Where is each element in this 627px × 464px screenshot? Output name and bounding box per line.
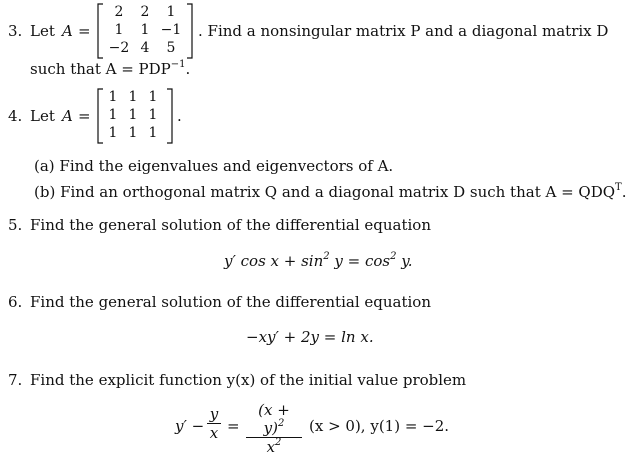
problem-3-right-bracket xyxy=(186,3,194,59)
matrix-cell: 1 xyxy=(148,125,158,141)
matrix-cell: 1 xyxy=(128,89,138,105)
problem-4-end: . xyxy=(177,107,182,125)
matrix-cell: 1 xyxy=(108,89,118,105)
problem-3-var-a: A xyxy=(62,22,73,40)
problem-7-number: 7. xyxy=(8,371,23,389)
matrix-cell: 1 xyxy=(114,22,124,38)
problem-3-such-that-text: such that A = PDP xyxy=(30,60,171,78)
problem-4-part-a: (a) Find the eigenvalues and eigenvectors of A. xyxy=(34,157,394,175)
problem-6-text: Find the general solution of the differential equation xyxy=(30,293,431,311)
matrix-cell: 5 xyxy=(166,40,176,56)
problem-3-end: . xyxy=(185,60,191,78)
problem-4-part-b-sup: T xyxy=(615,182,622,193)
problem-4-right-bracket xyxy=(166,88,174,144)
problem-7-fraction-1 xyxy=(207,405,221,442)
matrix-cell: 2 xyxy=(140,4,150,20)
problem-3-equals: = xyxy=(78,22,91,40)
problem-4-let: Let xyxy=(30,107,55,125)
problem-5-text: Find the general solution of the differential equation xyxy=(30,216,431,234)
matrix-cell: 1 xyxy=(148,89,158,105)
matrix-cell: 4 xyxy=(140,40,150,56)
problem-4-number: 4. xyxy=(8,107,23,125)
problem-6-equation: −xy′ + 2y = ln x. xyxy=(246,328,374,346)
problem-4-part-b-text: (b) Find an orthogonal matrix Q and a diagonal matrix D such that A = QDQ xyxy=(34,183,616,201)
fraction-denominator xyxy=(246,437,302,456)
eq-part: y′ cos x + sin xyxy=(224,252,324,270)
problem-7-equals: = xyxy=(227,417,240,435)
eq-part: y = cos xyxy=(329,252,391,270)
num-text: (x + y) xyxy=(258,401,290,437)
problem-7-text: Find the explicit function y(x) of the initial value problem xyxy=(30,371,467,389)
matrix-cell: 2 xyxy=(114,4,124,20)
matrix-cell: −1 xyxy=(160,22,182,38)
problem-4-var-a: A xyxy=(62,107,73,125)
problem-3-sup: −1 xyxy=(170,59,186,70)
matrix-cell: 1 xyxy=(148,107,158,123)
problem-3-number: 3. xyxy=(8,22,23,40)
matrix-cell: 1 xyxy=(108,107,118,123)
problem-7-lhs: y′ − xyxy=(175,417,205,435)
problem-3-text: . Find a nonsingular matrix P and a diagonal matrix D xyxy=(198,22,609,40)
problem-3-matrix xyxy=(102,4,192,58)
num-sup: 2 xyxy=(277,418,285,429)
matrix-cell: 1 xyxy=(128,107,138,123)
den-text: x xyxy=(266,438,276,456)
eq-sup: 2 xyxy=(323,251,330,262)
problem-5-number: 5. xyxy=(8,216,23,234)
matrix-cell: 1 xyxy=(128,125,138,141)
fraction-numerator xyxy=(246,401,302,437)
problem-4-equals: = xyxy=(78,107,91,125)
matrix-cell: 1 xyxy=(140,22,150,38)
matrix-cell: 1 xyxy=(108,125,118,141)
problem-3-such-that xyxy=(30,60,190,78)
problem-4-part-b-end: . xyxy=(621,183,627,201)
problem-7-fraction-2 xyxy=(246,401,302,456)
eq-part: y. xyxy=(396,252,413,270)
problem-7-condition: (x > 0), y(1) = −2. xyxy=(309,417,450,435)
problem-3-let: Let xyxy=(30,22,55,40)
problem-4-matrix xyxy=(100,89,174,143)
matrix-cell: −2 xyxy=(108,40,130,56)
fraction-denominator: x xyxy=(207,423,221,442)
matrix-cell: 1 xyxy=(166,4,176,20)
den-sup: 2 xyxy=(275,437,282,448)
fraction-numerator: y xyxy=(209,405,219,423)
problem-5-equation xyxy=(224,252,413,270)
problem-6-number: 6. xyxy=(8,293,23,311)
problem-4-part-b xyxy=(34,183,627,201)
eq-sup: 2 xyxy=(390,251,397,262)
